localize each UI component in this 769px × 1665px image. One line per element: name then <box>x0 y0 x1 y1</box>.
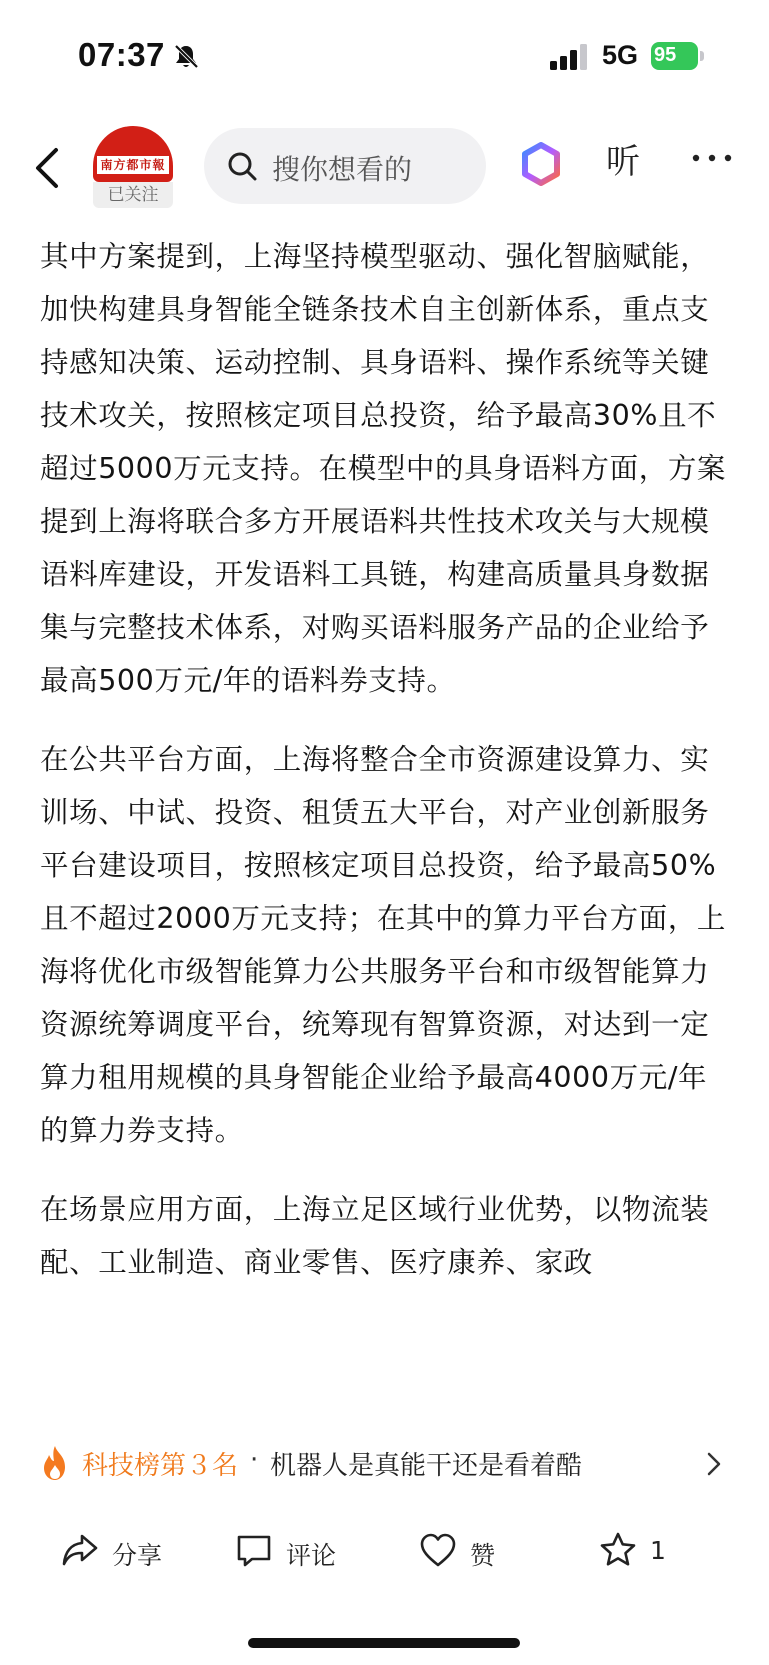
article-body <box>40 230 730 1420</box>
publisher-avatar[interactable] <box>93 126 173 206</box>
cellular-signal-icon <box>550 44 590 70</box>
battery-level: 95 <box>654 44 677 66</box>
hot-rank-label: 科技榜第３名 <box>82 1451 239 1481</box>
more-options-icon[interactable] <box>690 148 734 168</box>
article-header <box>0 118 769 218</box>
like-label: 赞 <box>470 1541 496 1570</box>
publisher-logo: 南方都市報 <box>97 156 169 174</box>
listen-button[interactable]: 听 <box>606 142 640 182</box>
heart-icon <box>418 1530 458 1570</box>
search-icon <box>226 150 258 182</box>
back-arrow-icon[interactable] <box>30 144 66 192</box>
follow-status: 已关注 <box>93 182 173 208</box>
article-paragraph: 在公共平台方面，上海将整合全市资源建设算力、实训场、中试、投资、租赁五大平台，对产业创新服务平台建设项目，按照核定项目总投资，给予最高50%且不超过2000万元支持；在其中的算力平台方面，上海将优化市级智能算力公共服务平台和市级智能算力资源统筹调度平台，统筹现有智算资源，对达到一定算力租用规模的具身智能企业给予最高4000万元/年的算力券支持。 <box>40 743 727 1147</box>
bell-muted-icon <box>172 42 200 70</box>
hot-separator: · <box>250 1445 259 1475</box>
comment-button[interactable] <box>234 1530 344 1574</box>
status-time: 07:37 <box>78 36 165 73</box>
comment-label: 评论 <box>286 1541 337 1570</box>
hot-ranking-bar[interactable] <box>0 1425 769 1501</box>
hot-topic-title: 机器人是真能干还是看着酷 <box>270 1451 583 1481</box>
bottom-toolbar <box>0 1510 769 1600</box>
like-button[interactable] <box>418 1530 508 1574</box>
ai-assistant-icon[interactable] <box>519 142 563 186</box>
star-icon <box>598 1530 638 1570</box>
battery-indicator <box>651 42 703 70</box>
network-type: 5G <box>602 40 639 70</box>
fire-icon <box>40 1445 70 1481</box>
search-placeholder: 搜你想看的 <box>272 153 413 186</box>
favorite-count: 1 <box>650 1536 666 1565</box>
article-paragraph: 其中方案提到，上海坚持模型驱动、强化智脑赋能，加快构建具身智能全链条技术自主创新体系，重点支持感知决策、运动控制、具身语料、操作系统等关键技术攻关，按照核定项目总投资，给予最高30%且不超过5000万元支持。在模型中的具身语料方面，方案提到上海将联合多方开展语料共性技术攻关与大规模语料库建设，开发语料工具链，构建高质量具身数据集与完整技术体系，对购买语料服务产品的企业给予最高500万元/年的语料券支持。 <box>40 240 727 697</box>
article-paragraph: 在场景应用方面，上海立足区域行业优势，以物流装配、工业制造、商业零售、医疗康养、家政 <box>40 1193 710 1279</box>
share-button[interactable] <box>60 1530 170 1574</box>
share-label: 分享 <box>112 1541 163 1570</box>
search-input[interactable] <box>204 128 486 204</box>
chevron-right-icon <box>706 1451 722 1477</box>
home-indicator[interactable] <box>248 1638 520 1648</box>
status-bar <box>0 0 769 110</box>
favorite-button[interactable] <box>598 1530 688 1574</box>
share-icon <box>60 1530 100 1570</box>
comment-icon <box>234 1530 274 1570</box>
